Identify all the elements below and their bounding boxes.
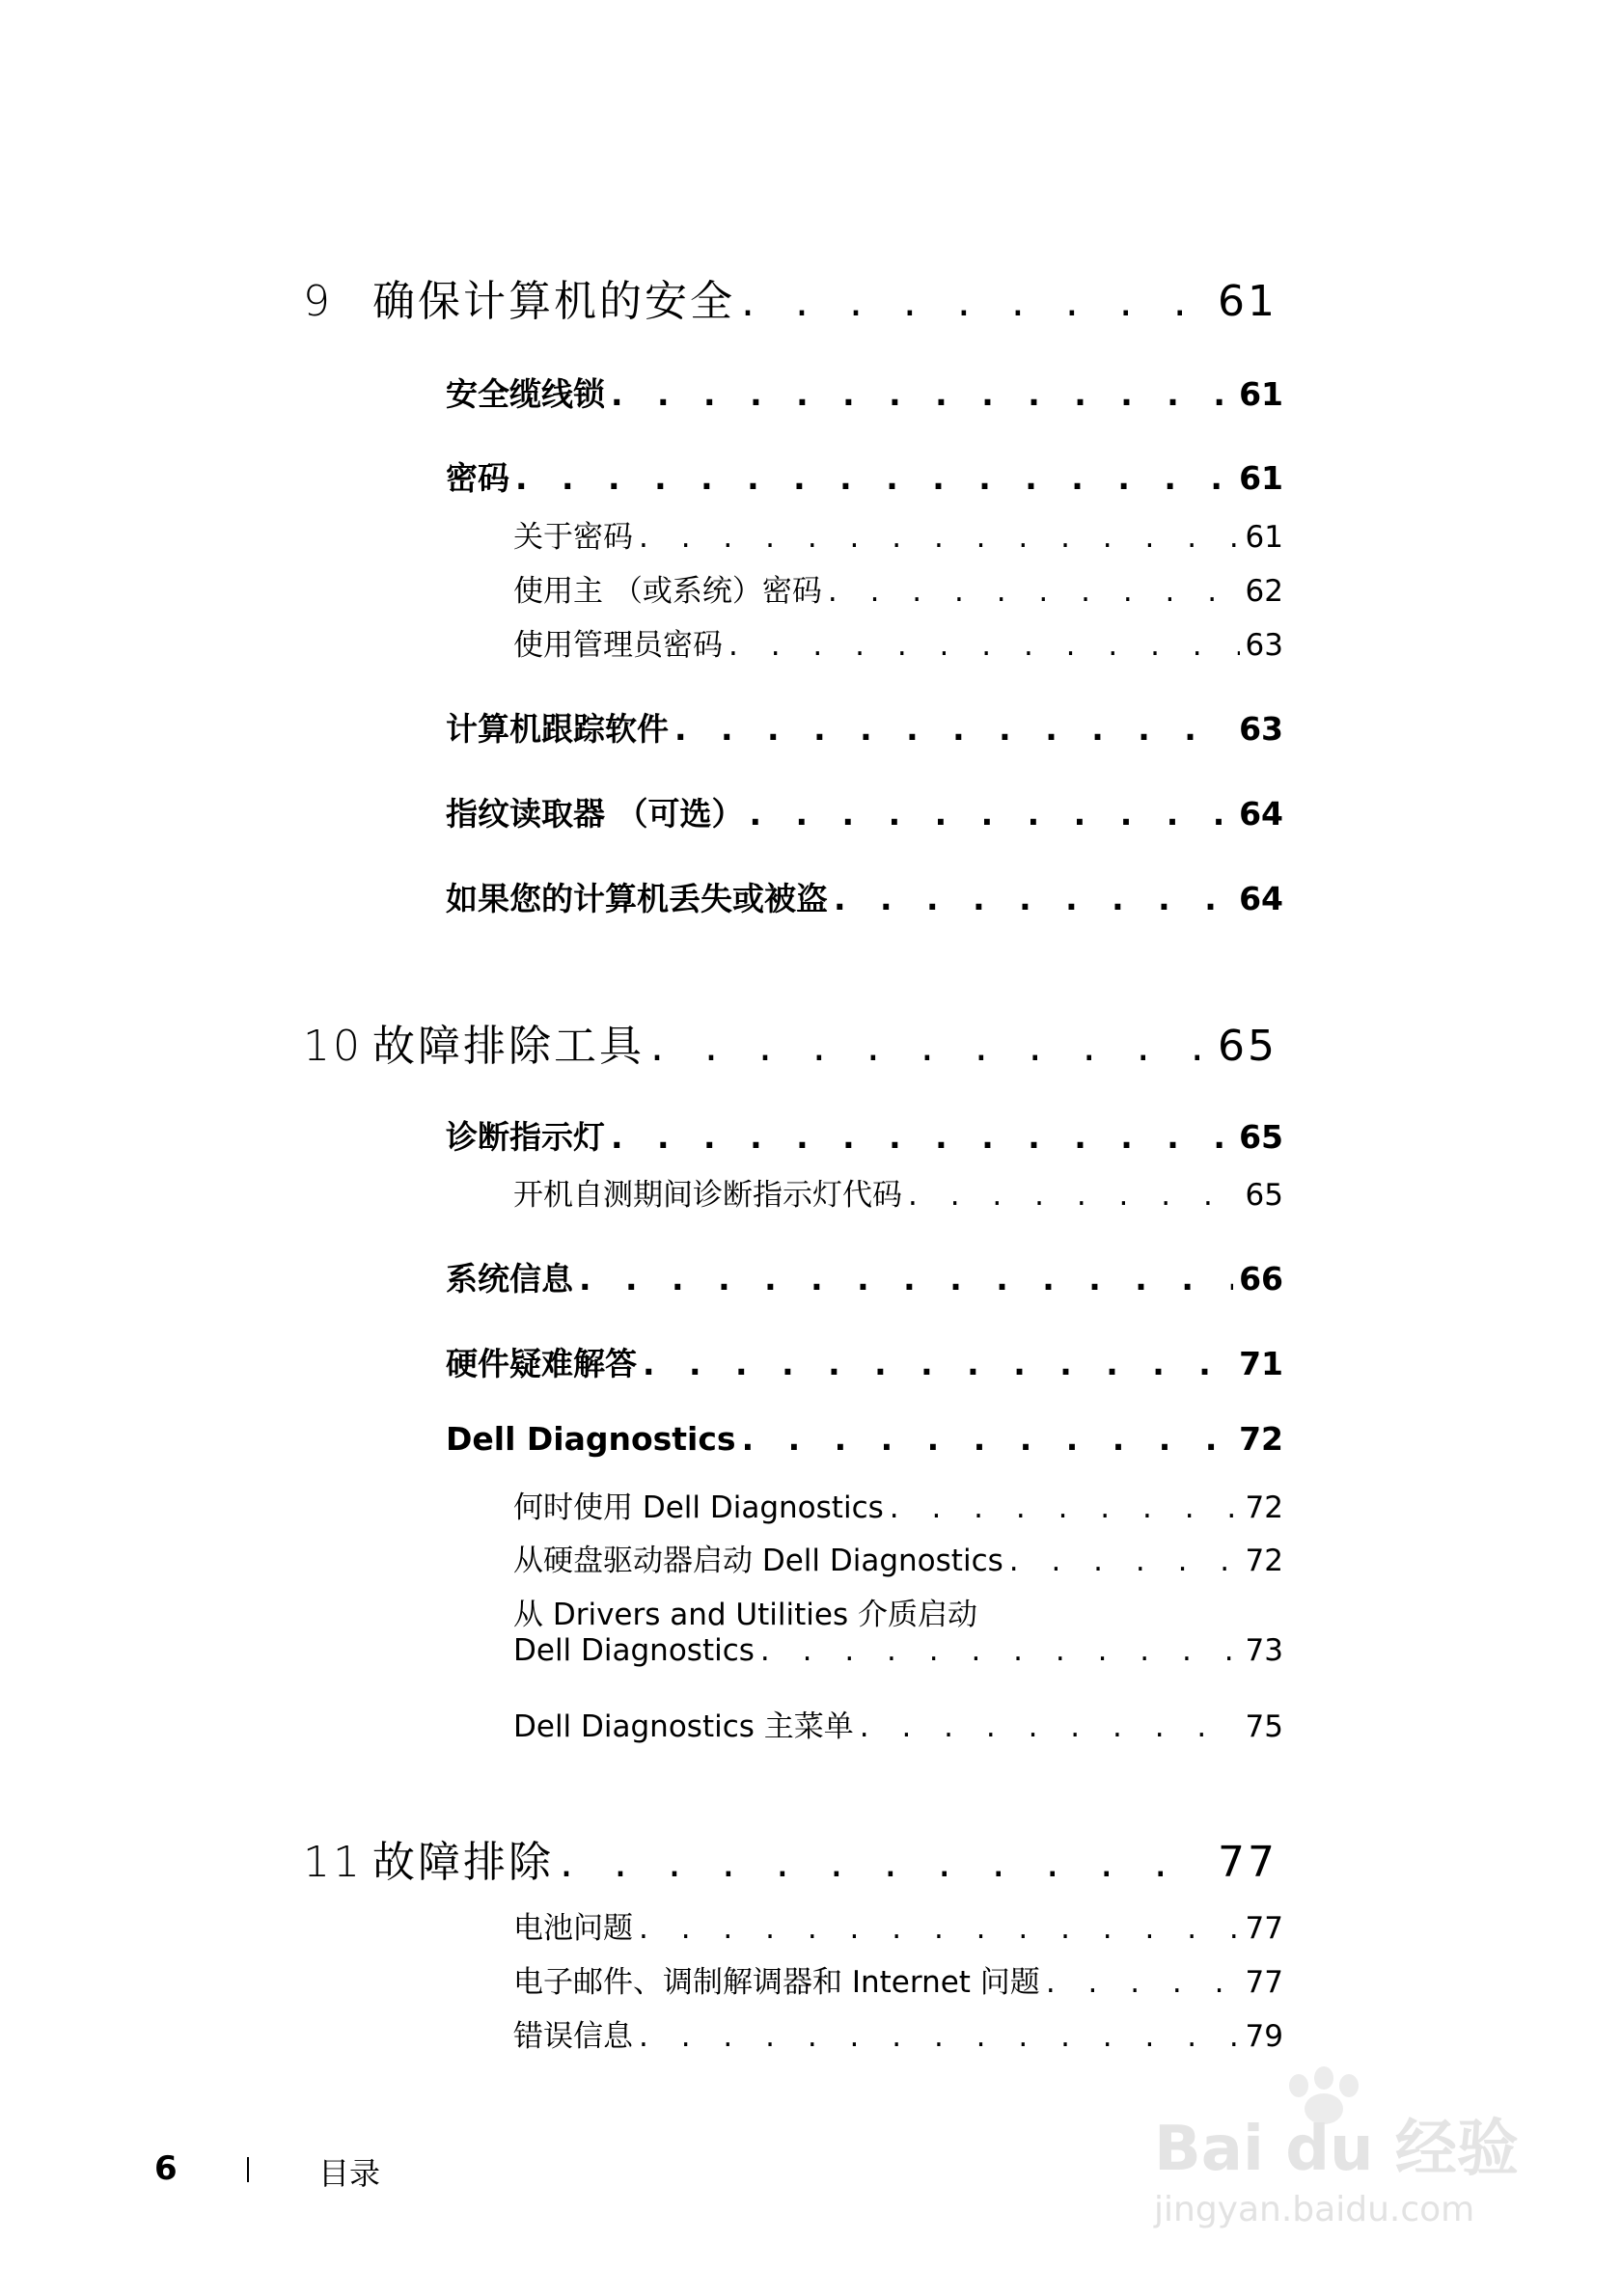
- subsection-title: 关于密码: [513, 520, 633, 555]
- section-title: 指纹读取器 （可选）: [446, 795, 744, 833]
- footer-section-title: 目录: [318, 2155, 381, 2192]
- subsection-title: 错误信息: [513, 2019, 633, 2054]
- toc-subsection[interactable]: [513, 1536, 1283, 1579]
- leader-dots: [760, 1633, 1240, 1668]
- toc-subsection[interactable]: [513, 1702, 1283, 1745]
- leader-dots: [728, 628, 1240, 663]
- section-title: 安全缆线锁: [446, 375, 605, 413]
- section-page: 65: [1239, 1118, 1283, 1156]
- toc-subsection[interactable]: [513, 1903, 1283, 1947]
- leader-dots: [1046, 1965, 1240, 2000]
- toc-subsection-two-line[interactable]: [513, 1590, 1283, 1668]
- subsection-page: 75: [1245, 1709, 1283, 1744]
- section-title: 硬件疑难解答: [446, 1345, 637, 1382]
- subsection-title-line1: 从 Drivers and Utilities 介质启动: [513, 1598, 977, 1632]
- subsection-title: Dell Diagnostics 主菜单: [513, 1709, 854, 1744]
- footer-page-number: 6: [154, 2149, 178, 2188]
- section-title: 如果您的计算机丢失或被盗: [446, 880, 828, 917]
- subsection-page: 65: [1245, 1178, 1283, 1213]
- subsection-page: 79: [1245, 2019, 1283, 2054]
- section-page: 66: [1239, 1260, 1283, 1298]
- section-title: 系统信息: [446, 1260, 573, 1298]
- leader-dots: [639, 1911, 1240, 1946]
- toc-subsection[interactable]: [513, 620, 1283, 664]
- leader-dots: [674, 710, 1233, 748]
- leader-dots: [643, 1345, 1233, 1382]
- toc-section[interactable]: [446, 453, 1283, 499]
- leader-dots: [639, 520, 1240, 555]
- toc-section[interactable]: [446, 369, 1283, 415]
- subsection-title: Dell Diagnostics: [513, 1633, 755, 1668]
- chapter-number: 10: [303, 1022, 363, 1071]
- toc-subsection[interactable]: [513, 1170, 1283, 1214]
- toc-chapter-11[interactable]: [303, 1827, 1278, 1889]
- chapter-page: 77: [1218, 1838, 1278, 1887]
- subsection-page: 62: [1245, 574, 1283, 609]
- toc-subsection[interactable]: [513, 1483, 1283, 1526]
- leader-dots: [834, 880, 1233, 917]
- chapter-number: 9: [303, 277, 333, 326]
- subsection-page: 77: [1245, 1911, 1283, 1946]
- leader-dots: [611, 1118, 1233, 1156]
- leader-dots: [515, 459, 1233, 497]
- section-title: 诊断指示灯: [446, 1118, 605, 1156]
- chapter-page: 61: [1218, 277, 1278, 326]
- subsection-title: 使用管理员密码: [513, 628, 723, 663]
- toc-section[interactable]: [446, 789, 1283, 834]
- leader-dots: [1009, 1544, 1240, 1578]
- toc-chapter-10[interactable]: [303, 1011, 1278, 1073]
- leader-dots: [639, 2019, 1240, 2054]
- subsection-page: 77: [1245, 1965, 1283, 2000]
- toc-section[interactable]: [446, 1112, 1283, 1158]
- chapter-title: 故障排除工具: [372, 1022, 645, 1071]
- footer-divider: [247, 2157, 249, 2182]
- subsection-title: 从硬盘驱动器启动 Dell Diagnostics: [513, 1544, 1003, 1578]
- leader-dots: [890, 1490, 1240, 1525]
- leader-dots: [741, 277, 1212, 326]
- toc-section[interactable]: [446, 704, 1283, 750]
- section-page: 64: [1239, 795, 1283, 833]
- watermark-logo-text: Bai du 经验: [1154, 2114, 1519, 2185]
- toc-section[interactable]: [446, 874, 1283, 919]
- baidu-watermark-logo: [1154, 2064, 1540, 2185]
- leader-dots: [860, 1709, 1240, 1744]
- leader-dots: [560, 1838, 1212, 1887]
- section-page: 72: [1239, 1420, 1283, 1458]
- subsection-title: 电池问题: [513, 1911, 633, 1946]
- section-title: 计算机跟踪软件: [446, 710, 669, 748]
- subsection-page: 63: [1245, 628, 1283, 663]
- toc-chapter-9[interactable]: [303, 266, 1278, 328]
- subsection-title: 开机自测期间诊断指示灯代码: [513, 1178, 902, 1213]
- section-page: 61: [1239, 459, 1283, 497]
- chapter-page: 65: [1218, 1022, 1278, 1071]
- leader-dots: [908, 1178, 1240, 1213]
- leader-dots: [828, 574, 1240, 609]
- section-title: 密码: [446, 459, 509, 497]
- leader-dots: [750, 795, 1234, 833]
- subsection-title: 何时使用 Dell Diagnostics: [513, 1490, 884, 1525]
- toc-subsection[interactable]: [513, 2011, 1283, 2055]
- section-page: 71: [1239, 1345, 1283, 1382]
- subsection-page: 61: [1245, 520, 1283, 555]
- subsection-title: 电子邮件、调制解调器和 Internet 问题: [513, 1965, 1040, 2000]
- leader-dots: [579, 1260, 1233, 1298]
- subsection-page: 72: [1245, 1544, 1283, 1578]
- chapter-title: 确保计算机的安全: [372, 277, 735, 326]
- chapter-title: 故障排除: [372, 1838, 554, 1887]
- section-page: 63: [1239, 710, 1283, 748]
- section-page: 61: [1239, 375, 1283, 413]
- chapter-number: 11: [303, 1838, 363, 1887]
- section-title: Dell Diagnostics: [446, 1420, 736, 1458]
- section-page: 64: [1239, 880, 1283, 917]
- toc-section[interactable]: [446, 1254, 1283, 1299]
- leader-dots: [650, 1022, 1212, 1071]
- subsection-page: 72: [1245, 1490, 1283, 1525]
- subsection-title: 使用主 （或系统）密码: [513, 574, 822, 609]
- watermark-url: jingyan.baidu.com: [1154, 2190, 1475, 2229]
- toc-section[interactable]: [446, 1339, 1283, 1384]
- toc-subsection[interactable]: [513, 512, 1283, 556]
- toc-section[interactable]: [446, 1420, 1283, 1458]
- leader-dots: [611, 375, 1233, 413]
- leader-dots: [742, 1420, 1233, 1458]
- toc-subsection[interactable]: [513, 1957, 1283, 2001]
- subsection-page: 73: [1245, 1633, 1283, 1668]
- toc-subsection[interactable]: [513, 566, 1283, 610]
